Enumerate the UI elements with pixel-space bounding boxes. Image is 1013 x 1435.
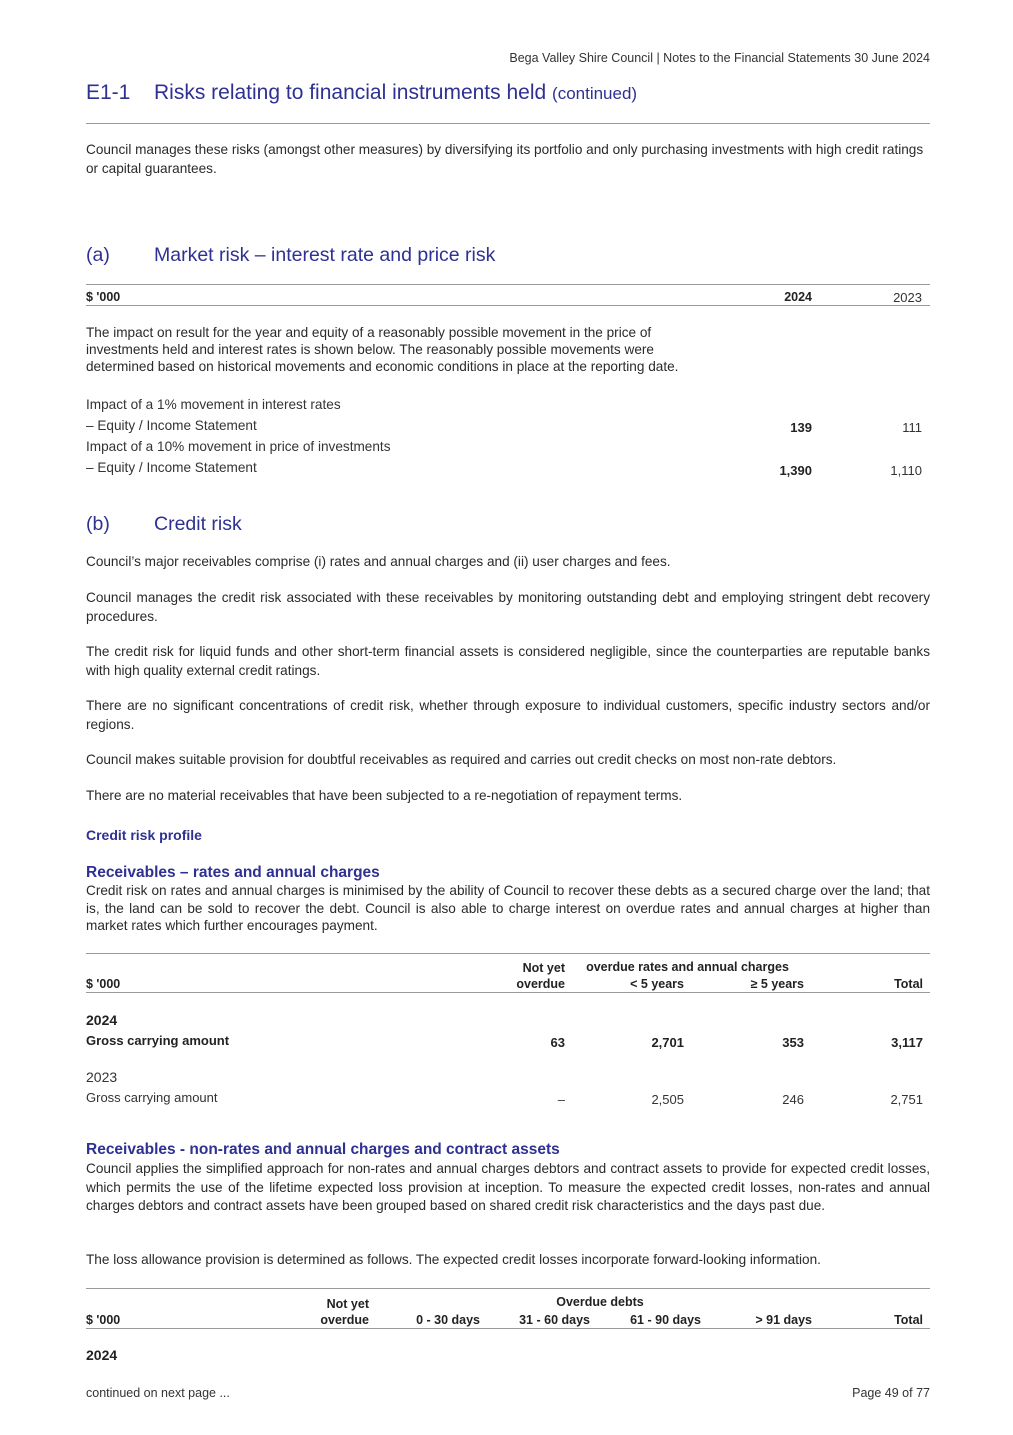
rates-cell-lt5: 2,505 (651, 1092, 684, 1107)
section-title: Risks relating to financial instruments held (154, 81, 547, 104)
non-rates-receivables-text: The loss allowance provision is determined as follows. The expected credit losses incorporate forward-looking information. (86, 1252, 821, 1267)
market-risk-title: Market risk – interest rate and price risk (154, 244, 496, 266)
credit-paragraph: Council’s major receivables comprise (i) rates and annual charges and (ii) user charges and fees. (86, 554, 671, 569)
nonrates-col-31-60: 31 - 60 days (519, 1313, 590, 1327)
market-col-2023: 2023 (893, 290, 922, 305)
credit-paragraph: Council manages the credit risk associated with these receivables by monitoring outstanding debt and employing stringent debt recovery procedures. (86, 590, 930, 624)
rates-receivables-text: Credit risk on rates and annual charges is minimised by the ability of Council to recover these debts as a secured charge over the land; that is, the land can be sold to recover the debt. Council is also able to charge interest on overdue rates and annual charges at higher than market rates which further encourages payment. (86, 883, 930, 933)
nonrates-col-overdue: overdue (320, 1313, 369, 1327)
rates-cell-ge5: 353 (782, 1035, 804, 1050)
nonrates-group-header: Overdue debts (556, 1295, 644, 1309)
nonrates-table-unit: $ '000 (86, 1313, 121, 1327)
market-row-label: – Equity / Income Statement (86, 418, 257, 433)
market-col-2024: 2024 (784, 290, 812, 304)
credit-paragraph: Council makes suitable provision for doubtful receivables as required and carries out credit checks on most non-rate debtors. (86, 752, 837, 767)
market-row-value-2024: 1,390 (779, 463, 812, 478)
nonrates-col-61-90: 61 - 90 days (630, 1313, 701, 1327)
continued-note: continued on next page ... (86, 1386, 230, 1400)
table-header-rule (86, 305, 930, 306)
market-row-label: Impact of a 1% movement in interest rates (86, 397, 341, 412)
credit-risk-heading (86, 513, 242, 536)
non-rates-receivables-heading: Receivables - non-rates and annual charges and contract assets (86, 1141, 560, 1158)
rates-cell-ge5: 246 (782, 1092, 804, 1107)
rates-receivables-heading: Receivables – rates and annual charges (86, 864, 380, 881)
credit-paragraph: There are no material receivables that have been subjected to a re-negotiation of repayment terms. (86, 788, 683, 803)
table-top-rule (86, 284, 930, 285)
rates-col-not-yet: Not yet (522, 961, 565, 975)
table-top-rule (86, 953, 930, 954)
rates-year-2024: 2024 (86, 1012, 118, 1028)
table-header-rule (86, 992, 930, 993)
rates-col-total: Total (894, 977, 923, 991)
rates-col-ge5: ≥ 5 years (750, 977, 804, 991)
section-heading (86, 81, 637, 105)
rates-col-lt5: < 5 years (630, 977, 684, 991)
running-header: Bega Valley Shire Council | Notes to the Financial Statements 30 June 2024 (509, 51, 930, 65)
rates-cell-lt5: 2,701 (651, 1035, 684, 1050)
rates-year-2023: 2023 (86, 1069, 118, 1085)
credit-risk-profile-heading: Credit risk profile (86, 827, 202, 843)
credit-risk-letter: (b) (86, 513, 110, 535)
section-continued: (continued) (552, 84, 638, 103)
rates-table-unit: $ '000 (86, 977, 121, 991)
section-number: E1-1 (86, 81, 131, 104)
rates-cell-not-yet: 63 (550, 1035, 565, 1050)
nonrates-col-not-yet: Not yet (326, 1297, 369, 1311)
credit-paragraph: There are no significant concentrations of credit risk, whether through exposure to individual customers, specific industry sectors and/or regions. (86, 698, 930, 732)
market-risk-heading (86, 244, 495, 267)
rates-cell-total: 3,117 (891, 1035, 923, 1050)
non-rates-receivables-text: Council applies the simplified approach for non-rates and annual charges debtors and contract assets to provide for expected credit losses, which permits the use of the lifetime expected loss provision at inception. To measure the expected credit losses, non-rates and annual charges debtors and contract assets have been grouped based on shared credit risk characteristics and the days past due. (86, 1161, 930, 1213)
divider (86, 123, 930, 124)
nonrates-col-total: Total (894, 1313, 923, 1327)
market-row-label: – Equity / Income Statement (86, 460, 257, 475)
rates-cell-total: 2,751 (890, 1092, 923, 1107)
nonrates-year-2024: 2024 (86, 1347, 118, 1363)
market-risk-letter: (a) (86, 244, 110, 266)
nonrates-col-0-30: 0 - 30 days (416, 1313, 480, 1327)
market-row-value-2023: 111 (902, 420, 922, 435)
page-number: Page 49 of 77 (852, 1386, 930, 1400)
rates-group-header: overdue rates and annual charges (586, 960, 789, 974)
nonrates-col-91: > 91 days (755, 1313, 812, 1327)
market-row-value-2024: 139 (790, 420, 812, 435)
market-row-value-2023: 1,110 (890, 463, 922, 478)
rates-row-label: Gross carrying amount (86, 1090, 218, 1105)
table-top-rule (86, 1288, 930, 1289)
market-description: The impact on result for the year and equity of a reasonably possible movement in the price of investments held and interest rates is shown below. The reasonably possible movements were determined based on historical movements and economic conditions in place at the reporting date. (86, 325, 679, 374)
rates-row-label: Gross carrying amount (86, 1033, 230, 1048)
intro-paragraph: Council manages these risks (amongst other measures) by diversifying its portfolio and only purchasing investments with high credit ratings or capital guarantees. (86, 142, 924, 176)
credit-paragraph: The credit risk for liquid funds and other short-term financial assets is considered negligible, since the counterparties are reputable banks with high quality external credit ratings. (86, 644, 930, 678)
rates-cell-not-yet: – (557, 1092, 565, 1107)
market-row-label: Impact of a 10% movement in price of investments (86, 439, 391, 454)
credit-risk-title: Credit risk (154, 513, 242, 535)
rates-col-overdue: overdue (516, 977, 565, 991)
table-header-rule (86, 1328, 930, 1329)
market-table-unit: $ '000 (86, 290, 121, 304)
